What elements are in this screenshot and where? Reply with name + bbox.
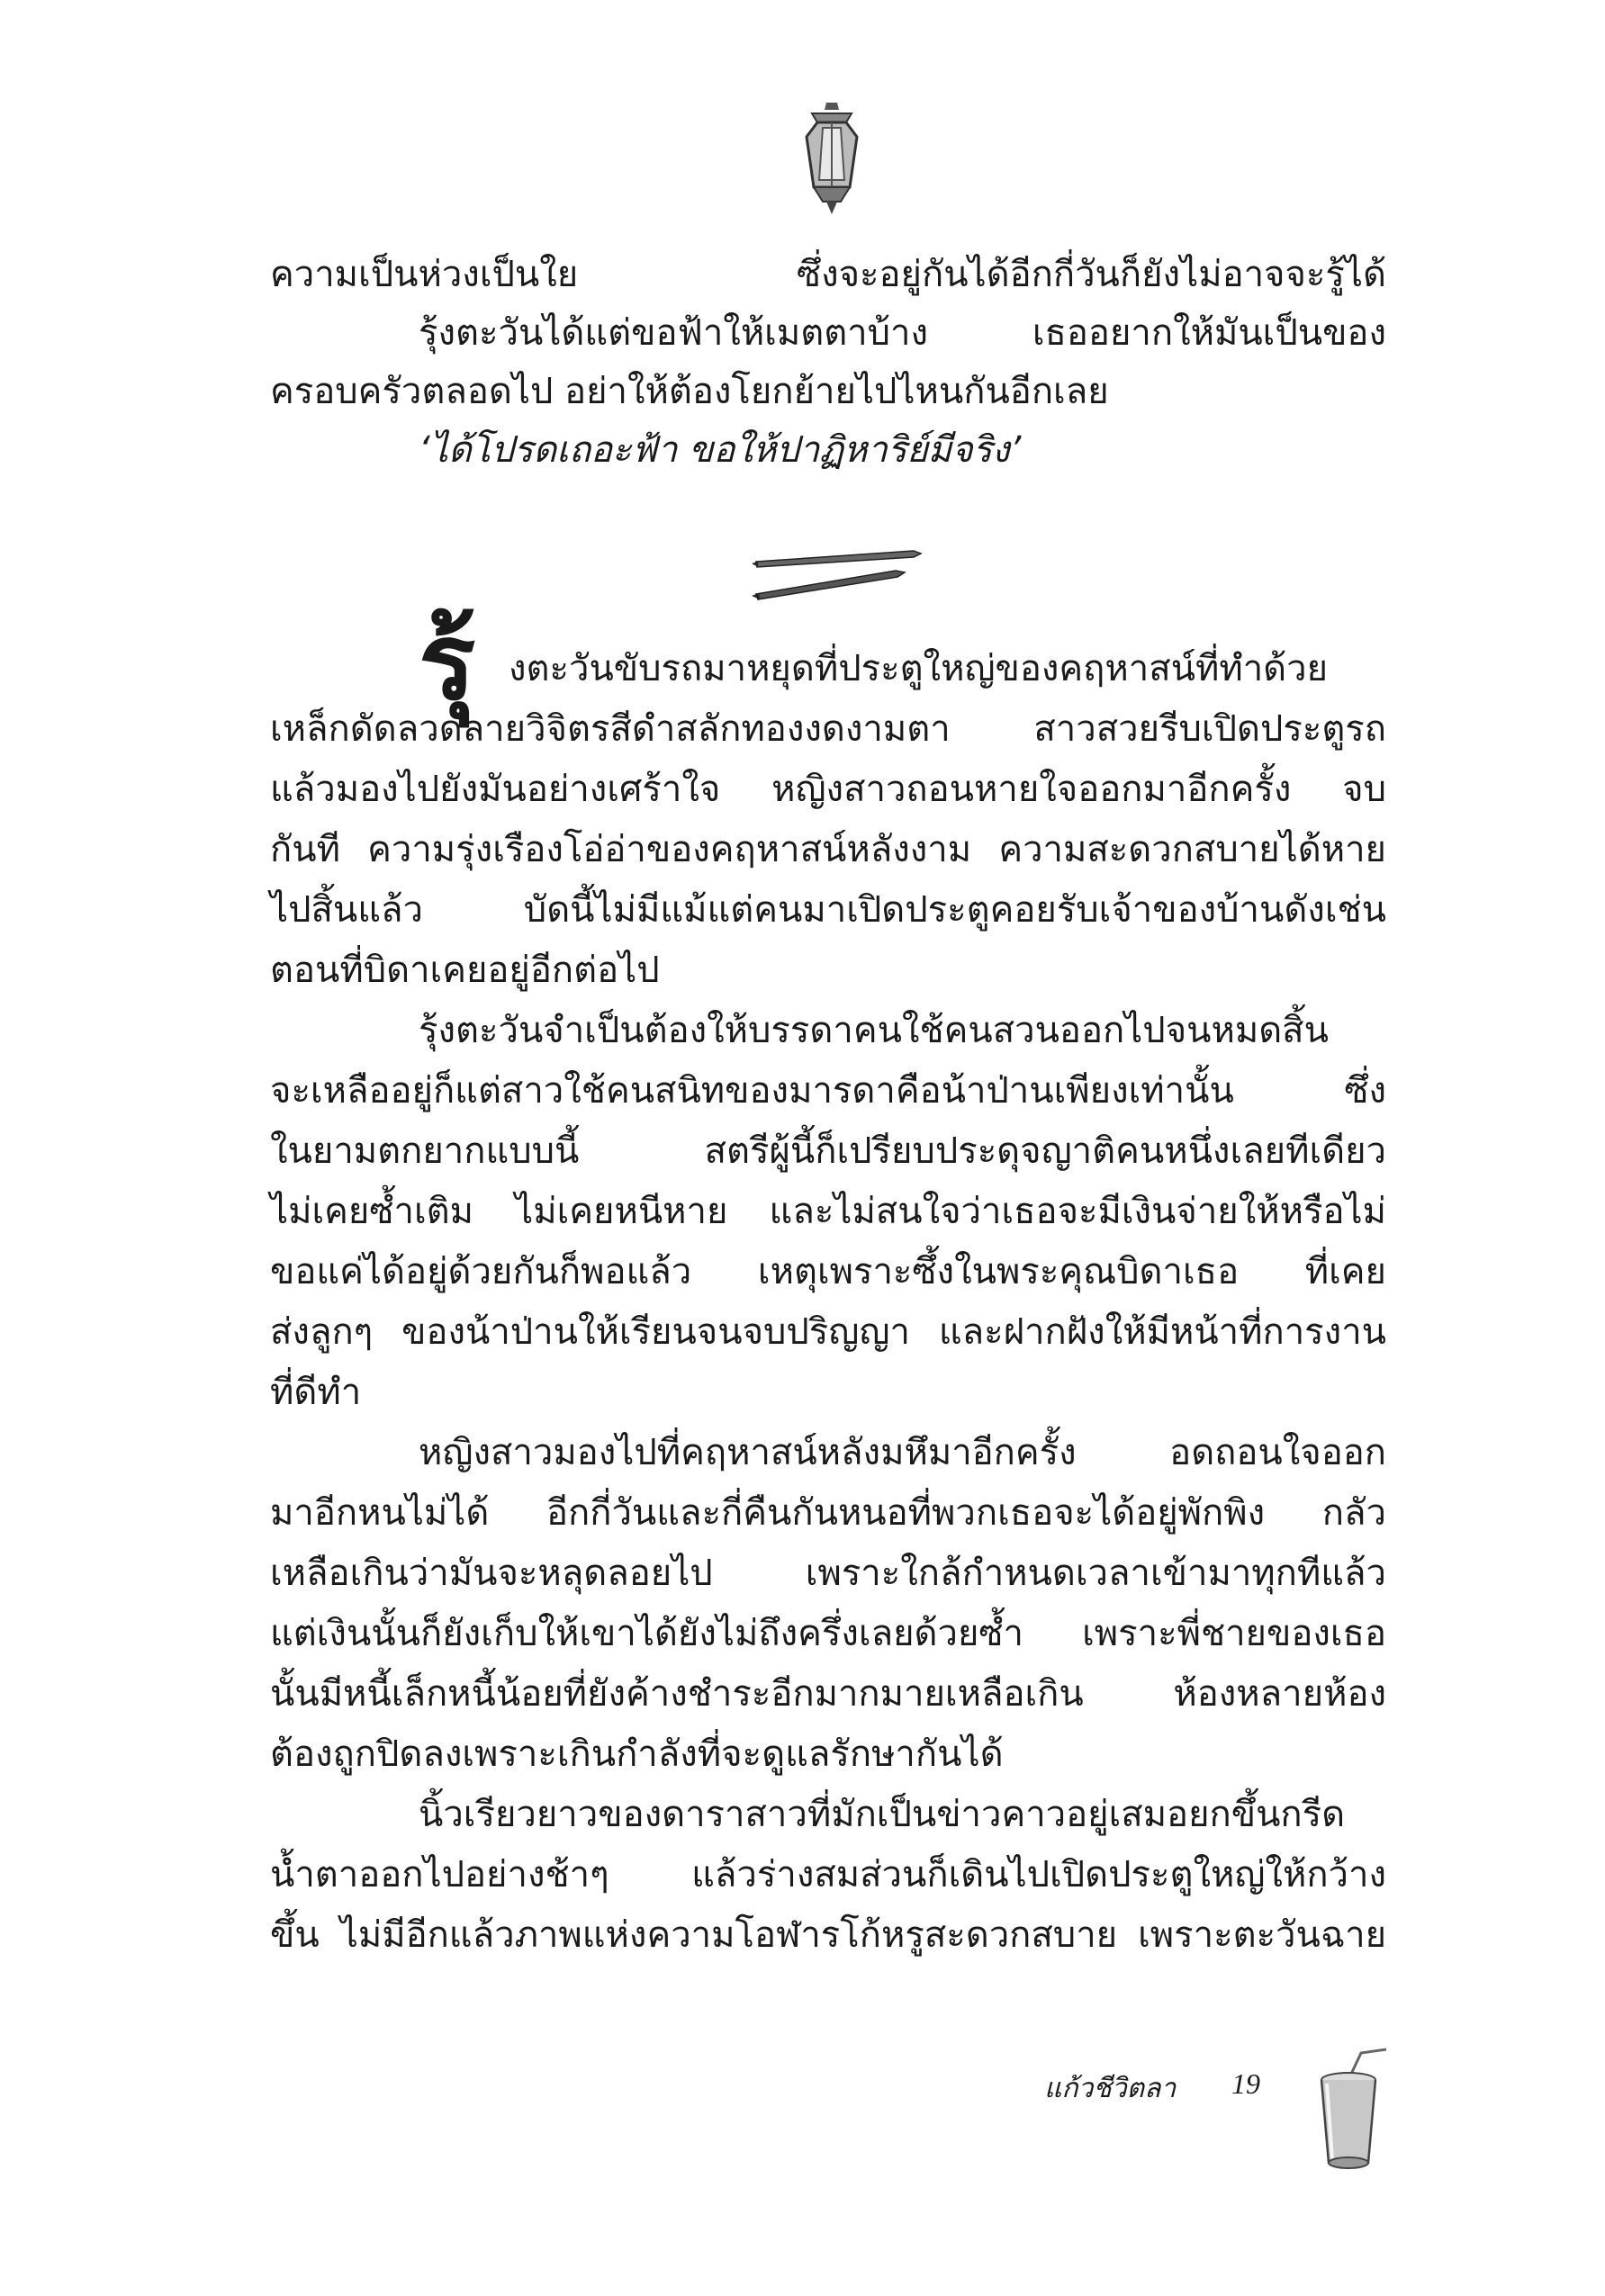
paragraph-line: เหล็กดัดลวดลายวิจิตรสีดำสลักทองงดงามตา สาวสวยรีบเปิดประตูรถ [270,708,1386,750]
drink-glass-icon [1307,2048,1393,2183]
paragraph-line: กันที ความรุ่งเรืองโอ่อ่าของคฤหาสน์หลังงาม ความสะดวกสบายได้หาย [270,829,1386,870]
paragraph-line: ขอแค่ได้อยู่ด้วยกันก็พอแล้ว เหตุเพราะซึ้งในพระคุณบิดาเธอ ที่เคย [270,1251,1386,1292]
pencils-ornament-icon [752,549,927,603]
paragraph-line: แต่เงินนั้นก็ยังเก็บให้เขาได้ยังไม่ถึงครึ่งเลยด้วยซ้ำ เพราะพี่ชายของเธอ [270,1613,1386,1654]
paragraph-line: นิ้วเรียวยาวของดาราสาวที่มักเป็นข่าวคาวอยู่เสมอยกขึ้นกรีด [419,1794,1346,1835]
paragraph-line: เหลือเกินว่ามันจะหลุดลอยไป เพราะใกล้กำหนดเวลาเข้ามาทุกทีแล้ว [270,1553,1386,1594]
paragraph-line: งตะวันขับรถมาหยุดที่ประตูใหญ่ของคฤหาสน์ที่ทำด้วย [509,648,1329,689]
paragraph-line: ต้องถูกปิดลงเพราะเกินกำลังที่จะดูแลรักษากันได้ [270,1733,1004,1775]
paragraph-line: ความเป็นห่วงเป็นใย ซึ่งจะอยู่กันได้อีกกี่วันก็ยังไม่อาจจะรู้ได้ [270,254,1386,295]
paragraph-line: ไม่เคยซ้ำเติม ไม่เคยหนีหาย และไม่สนใจว่าเธอจะมีเงินจ่ายให้หรือไม่ [270,1191,1386,1232]
paragraph-line: น้ำตาออกไปอย่างช้าๆ แล้วร่างสมส่วนก็เดินไปเปิดประตูใหญ่ให้กว้าง [270,1854,1386,1895]
paragraph-line: จะเหลืออยู่ก็แต่สาวใช้คนสนิทของมารดาคือน้าป่านเพียงเท่านั้น ซึ่ง [270,1070,1386,1112]
paragraph-line: รุ้งตะวันได้แต่ขอฟ้าให้เมตตาบ้าง เธออยากให้มันเป็นของ [419,312,1386,354]
paragraph-line: แล้วมองไปยังมันอย่างเศร้าใจ หญิงสาวถอนหายใจออกมาอีกครั้ง จบ [270,769,1386,810]
paragraph-line: ในยามตกยากแบบนี้ สตรีผู้นี้ก็เปรียบประดุจญาติคนหนึ่งเลยทีเดียว [270,1130,1386,1172]
paragraph-line: หญิงสาวมองไปที่คฤหาสน์หลังมหึมาอีกครั้ง อดถอนใจออก [419,1432,1386,1473]
paragraph-line: ที่ดีทำ [270,1372,362,1413]
paragraph-line: ไปสิ้นแล้ว บัดนี้ไม่มีแม้แต่คนมาเปิดประตูคอยรับเจ้าของบ้านดังเช่น [270,889,1386,931]
paragraph-line: นั้นมีหนี้เล็กหนี้น้อยที่ยังค้างชำระอีกมากมายเหลือเกิน ห้องหลายห้อง [270,1673,1386,1715]
book-title-footer: แก้วชีวิตลา [1044,2073,1177,2104]
paragraph-line: มาอีกหนไม่ได้ อีกกี่วันและกี่คืนกันหนอที่พวกเธอจะได้อยู่พักพิง กลัว [270,1492,1386,1534]
drop-cap: รุ้ [419,599,476,724]
quote-line: ‘ได้โปรดเถอะฟ้า ขอให้ปาฏิหาริย์มีจริง’ [419,429,1022,471]
lantern-ornament-icon [799,101,864,216]
paragraph-line: ขึ้น ไม่มีอีกแล้วภาพแห่งความโอฬารโก้หรูสะดวกสบาย เพราะตะวันฉาย [270,1914,1386,1956]
paragraph-line: ส่งลูกๆ ของน้าป่านให้เรียนจนจบปริญญา และฝากฝังให้มีหน้าที่การงาน [270,1311,1386,1353]
page-number: 19 [1231,2067,1260,2100]
paragraph-line: รุ้งตะวันจำเป็นต้องให้บรรดาคนใช้คนสวนออกไปจนหมดสิ้น [419,1010,1329,1051]
paragraph-line: ตอนที่บิดาเคยอยู่อีกต่อไป [270,950,660,991]
paragraph-line: ครอบครัวตลอดไป อย่าให้ต้องโยกย้ายไปไหนกันอีกเลย [270,371,1109,412]
